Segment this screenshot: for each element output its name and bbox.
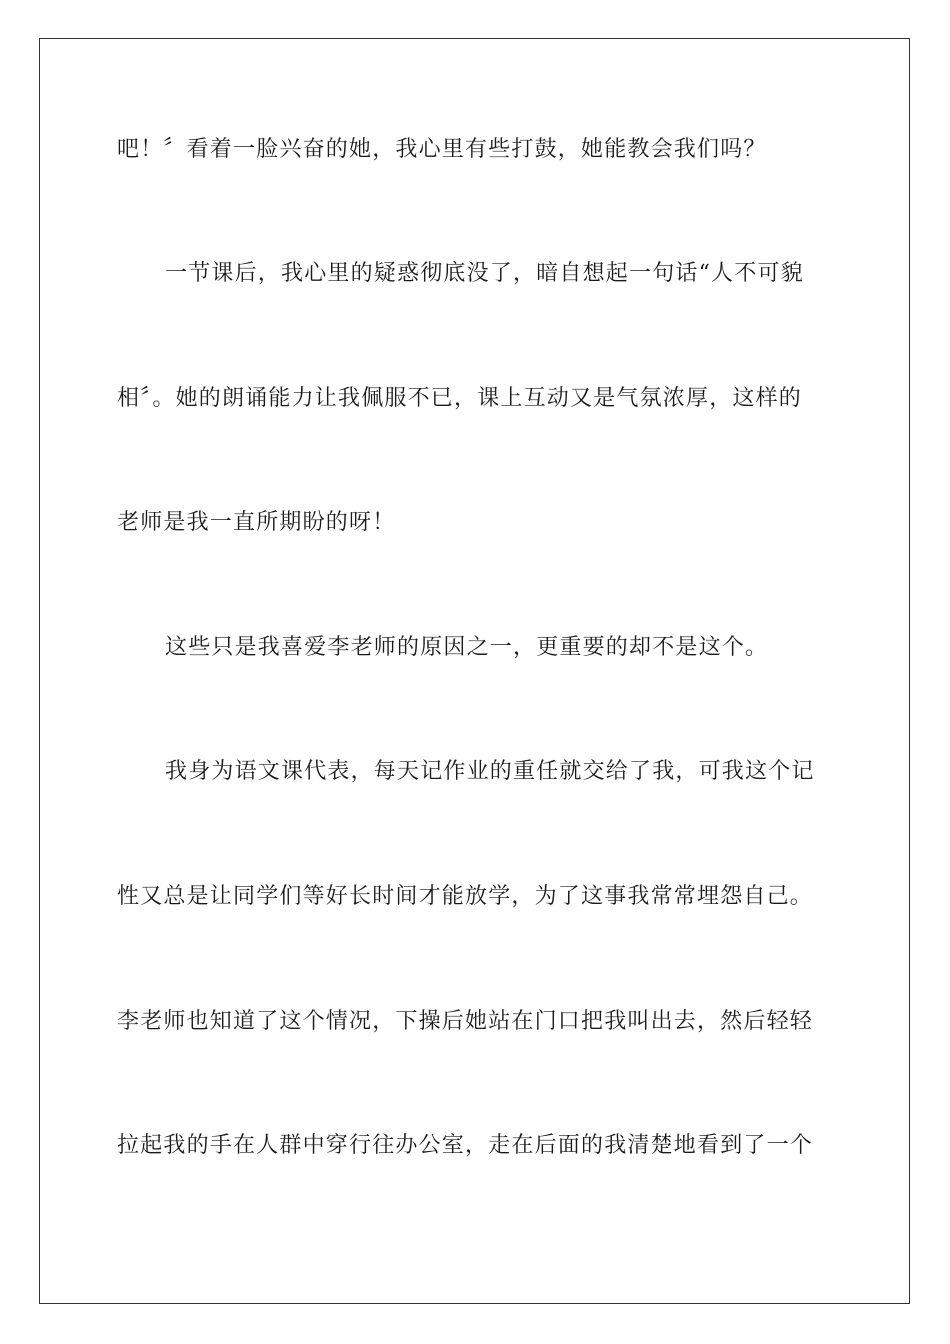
text-line-5: 这些只是我喜爱李老师的原因之一，更重要的却不是这个。 — [165, 635, 769, 660]
text-line-7: 性又总是让同学们等好长时间才能放学，为了这事我常常埋怨自己。 — [117, 884, 814, 909]
page-border — [39, 38, 910, 1304]
text-line-4: 老师是我一直所期盼的呀！ — [117, 510, 396, 535]
text-line-2: 一节课后，我心里的疑惑彻底没了，暗自想起一句话“人不可貌 — [165, 261, 804, 286]
text-line-1: 吧！〞看着一脸兴奋的她，我心里有些打鼓，她能教会我们吗？ — [117, 137, 767, 162]
text-line-8: 李老师也知道了这个情况，下操后她站在门口把我叫出去，然后轻轻 — [117, 1009, 814, 1034]
text-line-9: 拉起我的手在人群中穿行往办公室，走在后面的我清楚地看到了一个 — [117, 1133, 814, 1158]
text-line-6: 我身为语文课代表，每天记作业的重任就交给了我，可我这个记 — [165, 759, 815, 784]
text-line-3: 相〞。她的朗诵能力让我佩服不已，课上互动又是气氛浓厚，这样的 — [117, 386, 803, 411]
